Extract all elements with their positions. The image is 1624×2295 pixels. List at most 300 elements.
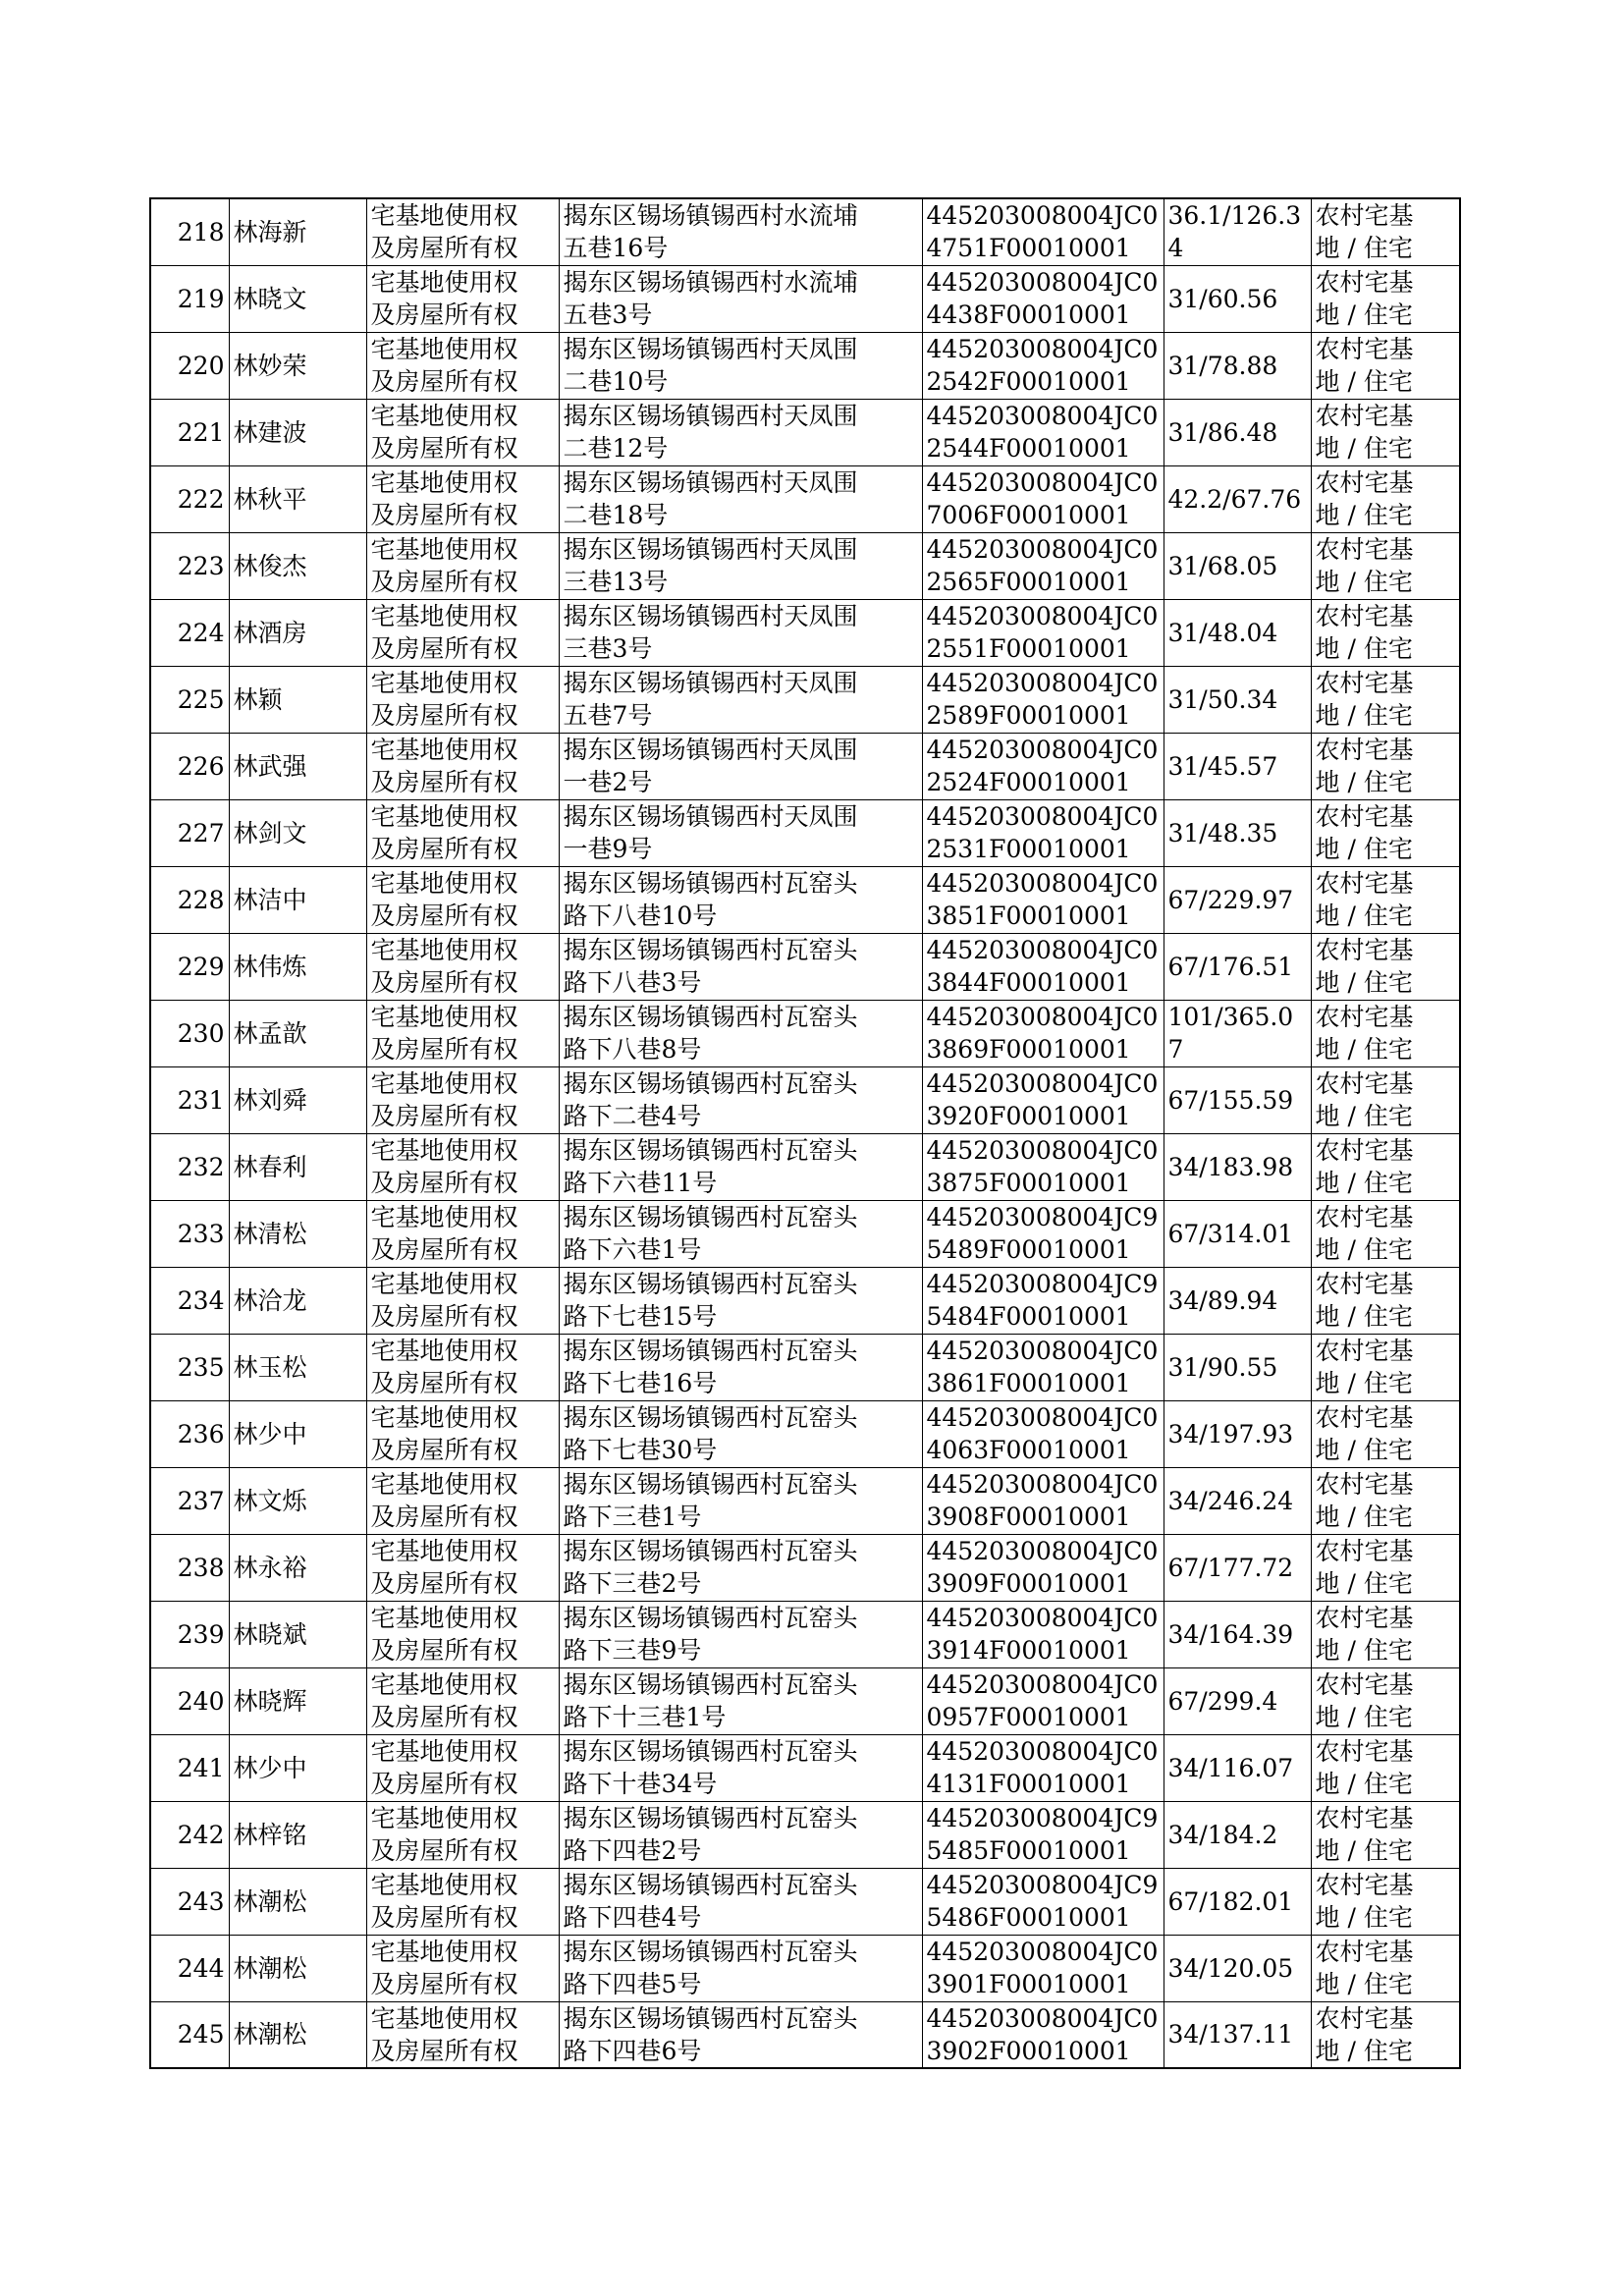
land-use-line-2: 地 / 住宅 (1315, 1569, 1413, 1598)
table-row (150, 1066, 1460, 1133)
right-type (366, 1467, 559, 1534)
owner-name: 林少中 (229, 1400, 366, 1467)
table-row (150, 265, 1460, 332)
table-row (150, 1667, 1460, 1734)
property-address (559, 1734, 922, 1801)
right-type (366, 1066, 559, 1133)
land-use-line-1: 农村宅基 (1315, 602, 1414, 630)
owner-name: 林孟歆 (229, 1000, 366, 1066)
unit-code: 445203008004JC04438F00010001 (922, 265, 1164, 332)
right-type-line-1: 宅基地使用权 (370, 1136, 518, 1165)
table-row (150, 1334, 1460, 1400)
land-use (1311, 1868, 1460, 1935)
row-index: 223 (150, 532, 229, 599)
right-type (366, 399, 559, 465)
property-address (559, 1066, 922, 1133)
right-type-line-1: 宅基地使用权 (370, 1337, 518, 1365)
row-index: 222 (150, 465, 229, 532)
right-type (366, 866, 559, 933)
address-line-2: 路下三巷9号 (563, 1636, 702, 1665)
land-use-line-2: 地 / 住宅 (1315, 367, 1413, 396)
land-use-line-1: 农村宅基 (1315, 1470, 1414, 1499)
right-type (366, 1734, 559, 1801)
property-address (559, 1133, 922, 1200)
land-use (1311, 1133, 1460, 1200)
address-line-1: 揭东区锡场镇锡西村瓦窑头 (563, 1337, 858, 1365)
unit-code: 445203008004JC03844F00010001 (922, 933, 1164, 1000)
right-type-line-1: 宅基地使用权 (370, 1871, 518, 1899)
area-value: 34/137.11 (1164, 2001, 1311, 2068)
right-type-line-2: 及房屋所有权 (370, 234, 518, 263)
property-address (559, 1868, 922, 1935)
owner-name: 林酒房 (229, 599, 366, 666)
row-index: 220 (150, 332, 229, 399)
address-line-2: 路下六巷1号 (563, 1235, 702, 1264)
owner-name: 林秋平 (229, 465, 366, 532)
address-line-2: 二巷18号 (563, 501, 669, 529)
area-value: 42.2/67.76 (1164, 465, 1311, 532)
area-value: 36.1/126.34 (1164, 198, 1311, 265)
land-use-line-1: 农村宅基 (1315, 1871, 1414, 1899)
land-use (1311, 198, 1460, 265)
right-type-line-1: 宅基地使用权 (370, 1270, 518, 1298)
land-use-line-1: 农村宅基 (1315, 1270, 1414, 1298)
address-line-2: 路下十巷34号 (563, 1770, 718, 1798)
land-use-line-1: 农村宅基 (1315, 201, 1414, 231)
address-line-1: 揭东区锡场镇锡西村天凤围 (563, 802, 858, 831)
table-row (150, 1200, 1460, 1267)
land-use-line-2: 地 / 住宅 (1315, 701, 1413, 730)
table-row (150, 933, 1460, 1000)
unit-code: 445203008004JC95489F00010001 (922, 1200, 1164, 1267)
unit-code: 445203008004JC03869F00010001 (922, 1000, 1164, 1066)
row-index: 237 (150, 1467, 229, 1534)
right-type-line-2: 及房屋所有权 (370, 1970, 518, 1998)
address-line-2: 五巷3号 (563, 301, 653, 329)
owner-name: 林清松 (229, 1200, 366, 1267)
right-type-line-2: 及房屋所有权 (370, 902, 518, 930)
property-address (559, 1801, 922, 1868)
land-use-line-2: 地 / 住宅 (1315, 1503, 1413, 1531)
right-type (366, 1667, 559, 1734)
row-index: 230 (150, 1000, 229, 1066)
owner-name: 林武强 (229, 733, 366, 799)
right-type-line-1: 宅基地使用权 (370, 402, 518, 430)
address-line-1: 揭东区锡场镇锡西村瓦窑头 (563, 869, 858, 898)
right-type (366, 599, 559, 666)
land-use-line-1: 农村宅基 (1315, 1203, 1414, 1231)
right-type-line-2: 及房屋所有权 (370, 1102, 518, 1130)
right-type-line-1: 宅基地使用权 (370, 602, 518, 630)
right-type-line-1: 宅基地使用权 (370, 1003, 518, 1031)
address-line-1: 揭东区锡场镇锡西村瓦窑头 (563, 1737, 858, 1766)
land-use-line-1: 农村宅基 (1315, 1737, 1414, 1766)
address-line-2: 路下八巷10号 (563, 902, 718, 930)
address-line-2: 路下三巷1号 (563, 1503, 702, 1531)
land-use-line-1: 农村宅基 (1315, 736, 1414, 764)
right-type (366, 1534, 559, 1601)
area-value: 67/155.59 (1164, 1066, 1311, 1133)
owner-name: 林玉松 (229, 1334, 366, 1400)
row-index: 227 (150, 799, 229, 866)
row-index: 244 (150, 1935, 229, 2001)
row-index: 224 (150, 599, 229, 666)
property-address (559, 532, 922, 599)
right-type-line-1: 宅基地使用权 (370, 1804, 518, 1832)
owner-name: 林永裕 (229, 1534, 366, 1601)
area-value: 34/183.98 (1164, 1133, 1311, 1200)
right-type (366, 1000, 559, 1066)
land-use (1311, 1400, 1460, 1467)
land-use-line-2: 地 / 住宅 (1315, 1369, 1413, 1397)
table-row (150, 2001, 1460, 2068)
right-type-line-2: 及房屋所有权 (370, 434, 518, 463)
land-use-line-2: 地 / 住宅 (1315, 1436, 1413, 1464)
owner-name: 林晓文 (229, 265, 366, 332)
land-use-line-2: 地 / 住宅 (1315, 835, 1413, 863)
row-index: 234 (150, 1267, 229, 1334)
area-value: 34/246.24 (1164, 1467, 1311, 1534)
land-use-line-2: 地 / 住宅 (1315, 1903, 1413, 1932)
table-row (150, 599, 1460, 666)
right-type (366, 2001, 559, 2068)
right-type (366, 1400, 559, 1467)
owner-name: 林潮松 (229, 1935, 366, 2001)
owner-name: 林洁中 (229, 866, 366, 933)
address-line-1: 揭东区锡场镇锡西村瓦窑头 (563, 1871, 858, 1899)
row-index: 228 (150, 866, 229, 933)
right-type-line-1: 宅基地使用权 (370, 468, 518, 497)
unit-code: 445203008004JC03875F00010001 (922, 1133, 1164, 1200)
right-type-line-2: 及房屋所有权 (370, 1436, 518, 1464)
owner-name: 林颖 (229, 666, 366, 733)
owner-name: 林俊杰 (229, 532, 366, 599)
table-row (150, 866, 1460, 933)
address-line-1: 揭东区锡场镇锡西村瓦窑头 (563, 1270, 858, 1298)
area-value: 67/176.51 (1164, 933, 1311, 1000)
property-address (559, 1267, 922, 1334)
owner-name: 林少中 (229, 1734, 366, 1801)
address-line-2: 路下七巷30号 (563, 1436, 718, 1464)
row-index: 238 (150, 1534, 229, 1601)
area-value: 34/116.07 (1164, 1734, 1311, 1801)
address-line-1: 揭东区锡场镇锡西村瓦窑头 (563, 1003, 858, 1031)
property-address (559, 198, 922, 265)
area-value: 31/50.34 (1164, 666, 1311, 733)
area-value: 67/299.4 (1164, 1667, 1311, 1734)
land-use-line-1: 农村宅基 (1315, 335, 1414, 363)
address-line-2: 路下三巷2号 (563, 1569, 702, 1598)
row-index: 233 (150, 1200, 229, 1267)
area-value: 67/177.72 (1164, 1534, 1311, 1601)
row-index: 221 (150, 399, 229, 465)
address-line-2: 二巷10号 (563, 367, 669, 396)
right-type-line-2: 及房屋所有权 (370, 1903, 518, 1932)
table-row (150, 1801, 1460, 1868)
right-type (366, 1935, 559, 2001)
address-line-2: 三巷13号 (563, 568, 669, 596)
land-use-line-1: 农村宅基 (1315, 1069, 1414, 1098)
right-type-line-1: 宅基地使用权 (370, 1203, 518, 1231)
address-line-1: 揭东区锡场镇锡西村水流埔 (563, 201, 858, 231)
land-use-line-1: 农村宅基 (1315, 1403, 1414, 1432)
owner-name: 林梓铭 (229, 1801, 366, 1868)
property-address (559, 1334, 922, 1400)
land-use-line-2: 地 / 住宅 (1315, 1169, 1413, 1197)
owner-name: 林潮松 (229, 2001, 366, 2068)
right-type (366, 198, 559, 265)
land-use (1311, 599, 1460, 666)
address-line-2: 路下七巷16号 (563, 1369, 718, 1397)
address-line-2: 一巷9号 (563, 835, 653, 863)
unit-code: 445203008004JC95485F00010001 (922, 1801, 1164, 1868)
property-address (559, 933, 922, 1000)
land-use-line-1: 农村宅基 (1315, 1003, 1414, 1031)
area-value: 31/45.57 (1164, 733, 1311, 799)
unit-code: 445203008004JC03909F00010001 (922, 1534, 1164, 1601)
right-type-line-1: 宅基地使用权 (370, 1403, 518, 1432)
unit-code: 445203008004JC02524F00010001 (922, 733, 1164, 799)
right-type (366, 666, 559, 733)
land-use (1311, 1667, 1460, 1734)
unit-code: 445203008004JC02565F00010001 (922, 532, 1164, 599)
address-line-2: 路下十三巷1号 (563, 1703, 727, 1731)
land-use-line-1: 农村宅基 (1315, 669, 1414, 697)
land-use-line-2: 地 / 住宅 (1315, 1102, 1413, 1130)
property-address (559, 1534, 922, 1601)
property-address (559, 399, 922, 465)
area-value: 31/60.56 (1164, 265, 1311, 332)
land-use (1311, 2001, 1460, 2068)
owner-name: 林洽龙 (229, 1267, 366, 1334)
unit-code: 445203008004JC03908F00010001 (922, 1467, 1164, 1534)
right-type (366, 532, 559, 599)
land-use-line-2: 地 / 住宅 (1315, 1836, 1413, 1865)
right-type-line-1: 宅基地使用权 (370, 669, 518, 697)
address-line-1: 揭东区锡场镇锡西村瓦窑头 (563, 1136, 858, 1165)
right-type (366, 332, 559, 399)
row-index: 236 (150, 1400, 229, 1467)
area-value: 34/197.93 (1164, 1400, 1311, 1467)
owner-name: 林妙荣 (229, 332, 366, 399)
property-address (559, 733, 922, 799)
land-use-line-2: 地 / 住宅 (1315, 768, 1413, 796)
right-type-line-1: 宅基地使用权 (370, 1604, 518, 1632)
address-line-1: 揭东区锡场镇锡西村瓦窑头 (563, 1470, 858, 1499)
right-type-line-1: 宅基地使用权 (370, 1470, 518, 1499)
table-row (150, 332, 1460, 399)
table-row (150, 1868, 1460, 1935)
area-value: 67/182.01 (1164, 1868, 1311, 1935)
owner-name: 林春利 (229, 1133, 366, 1200)
row-index: 219 (150, 265, 229, 332)
address-line-2: 三巷3号 (563, 634, 653, 663)
address-line-1: 揭东区锡场镇锡西村天凤围 (563, 736, 858, 764)
right-type-line-1: 宅基地使用权 (370, 2003, 518, 2033)
row-index: 243 (150, 1868, 229, 1935)
address-line-1: 揭东区锡场镇锡西村瓦窑头 (563, 1670, 858, 1699)
address-line-2: 路下四巷2号 (563, 1836, 702, 1865)
unit-code: 445203008004JC04063F00010001 (922, 1400, 1164, 1467)
area-value: 34/120.05 (1164, 1935, 1311, 2001)
owner-name: 林剑文 (229, 799, 366, 866)
right-type-line-2: 及房屋所有权 (370, 1235, 518, 1264)
right-type-line-1: 宅基地使用权 (370, 1737, 518, 1766)
right-type-line-1: 宅基地使用权 (370, 201, 518, 231)
right-type-line-1: 宅基地使用权 (370, 1069, 518, 1098)
land-use-line-2: 地 / 住宅 (1315, 902, 1413, 930)
area-value: 101/365.07 (1164, 1000, 1311, 1066)
property-address (559, 465, 922, 532)
right-type-line-2: 及房屋所有权 (370, 501, 518, 529)
property-rights-table (149, 197, 1461, 2069)
land-use (1311, 799, 1460, 866)
unit-code: 445203008004JC02589F00010001 (922, 666, 1164, 733)
land-use (1311, 1801, 1460, 1868)
unit-code: 445203008004JC03901F00010001 (922, 1935, 1164, 2001)
right-type-line-1: 宅基地使用权 (370, 802, 518, 831)
address-line-1: 揭东区锡场镇锡西村瓦窑头 (563, 1537, 858, 1565)
land-use-line-2: 地 / 住宅 (1315, 501, 1413, 529)
land-use-line-1: 农村宅基 (1315, 2003, 1414, 2033)
unit-code: 445203008004JC03914F00010001 (922, 1601, 1164, 1667)
address-line-1: 揭东区锡场镇锡西村瓦窑头 (563, 1804, 858, 1832)
right-type-line-2: 及房屋所有权 (370, 701, 518, 730)
right-type (366, 265, 559, 332)
address-line-1: 揭东区锡场镇锡西村瓦窑头 (563, 1604, 858, 1632)
land-use-line-2: 地 / 住宅 (1315, 434, 1413, 463)
table-row (150, 1400, 1460, 1467)
land-use (1311, 1601, 1460, 1667)
right-type-line-2: 及房屋所有权 (370, 367, 518, 396)
address-line-2: 路下四巷6号 (563, 2036, 702, 2065)
right-type-line-2: 及房屋所有权 (370, 1836, 518, 1865)
right-type-line-2: 及房屋所有权 (370, 1770, 518, 1798)
row-index: 235 (150, 1334, 229, 1400)
table-row (150, 1000, 1460, 1066)
right-type (366, 933, 559, 1000)
land-use (1311, 666, 1460, 733)
right-type-line-1: 宅基地使用权 (370, 1670, 518, 1699)
table-row (150, 666, 1460, 733)
table-row (150, 399, 1460, 465)
land-use (1311, 733, 1460, 799)
row-index: 245 (150, 2001, 229, 2068)
row-index: 229 (150, 933, 229, 1000)
area-value: 31/78.88 (1164, 332, 1311, 399)
right-type (366, 799, 559, 866)
address-line-1: 揭东区锡场镇锡西村瓦窑头 (563, 1403, 858, 1432)
area-value: 31/90.55 (1164, 1334, 1311, 1400)
table-row (150, 198, 1460, 265)
property-address (559, 866, 922, 933)
land-use-line-1: 农村宅基 (1315, 1136, 1414, 1165)
area-value: 31/68.05 (1164, 532, 1311, 599)
land-use (1311, 1935, 1460, 2001)
land-use-line-1: 农村宅基 (1315, 1537, 1414, 1565)
address-line-1: 揭东区锡场镇锡西村水流埔 (563, 268, 858, 297)
address-line-2: 路下四巷4号 (563, 1903, 702, 1932)
land-use-line-1: 农村宅基 (1315, 1670, 1414, 1699)
unit-code: 445203008004JC03861F00010001 (922, 1334, 1164, 1400)
land-use (1311, 1734, 1460, 1801)
property-address (559, 1601, 922, 1667)
table-body (150, 198, 1460, 2068)
owner-name: 林晓辉 (229, 1667, 366, 1734)
property-address (559, 666, 922, 733)
table-row (150, 1534, 1460, 1601)
right-type (366, 465, 559, 532)
unit-code: 445203008004JC03851F00010001 (922, 866, 1164, 933)
right-type-line-1: 宅基地使用权 (370, 936, 518, 964)
land-use-line-1: 农村宅基 (1315, 468, 1414, 497)
owner-name: 林潮松 (229, 1868, 366, 1935)
right-type-line-1: 宅基地使用权 (370, 1938, 518, 1966)
right-type-line-1: 宅基地使用权 (370, 535, 518, 564)
unit-code: 445203008004JC95486F00010001 (922, 1868, 1164, 1935)
right-type-line-1: 宅基地使用权 (370, 335, 518, 363)
row-index: 225 (150, 666, 229, 733)
right-type (366, 1200, 559, 1267)
land-use (1311, 933, 1460, 1000)
area-value: 31/48.04 (1164, 599, 1311, 666)
table-row (150, 1734, 1460, 1801)
address-line-1: 揭东区锡场镇锡西村天凤围 (563, 535, 858, 564)
address-line-2: 五巷7号 (563, 701, 653, 730)
owner-name: 林刘舜 (229, 1066, 366, 1133)
address-line-1: 揭东区锡场镇锡西村天凤围 (563, 402, 858, 430)
property-address (559, 1935, 922, 2001)
area-value: 34/184.2 (1164, 1801, 1311, 1868)
land-use (1311, 1467, 1460, 1534)
right-type-line-1: 宅基地使用权 (370, 736, 518, 764)
address-line-1: 揭东区锡场镇锡西村瓦窑头 (563, 1203, 858, 1231)
table-row (150, 465, 1460, 532)
right-type (366, 1334, 559, 1400)
right-type (366, 1601, 559, 1667)
right-type-line-1: 宅基地使用权 (370, 1537, 518, 1565)
land-use-line-1: 农村宅基 (1315, 268, 1414, 297)
land-use (1311, 1000, 1460, 1066)
right-type (366, 1868, 559, 1935)
land-use (1311, 1534, 1460, 1601)
address-line-1: 揭东区锡场镇锡西村天凤围 (563, 602, 858, 630)
right-type-line-2: 及房屋所有权 (370, 1703, 518, 1731)
address-line-2: 路下二巷4号 (563, 1102, 702, 1130)
property-address (559, 2001, 922, 2068)
unit-code: 445203008004JC95484F00010001 (922, 1267, 1164, 1334)
address-line-2: 路下八巷8号 (563, 1035, 702, 1064)
row-index: 226 (150, 733, 229, 799)
address-line-2: 路下六巷11号 (563, 1169, 718, 1197)
address-line-2: 路下四巷5号 (563, 1970, 702, 1998)
right-type (366, 1267, 559, 1334)
land-use (1311, 265, 1460, 332)
right-type-line-1: 宅基地使用权 (370, 268, 518, 297)
unit-code: 445203008004JC03920F00010001 (922, 1066, 1164, 1133)
right-type-line-2: 及房屋所有权 (370, 1569, 518, 1598)
table-row (150, 1267, 1460, 1334)
right-type-line-2: 及房屋所有权 (370, 1035, 518, 1064)
land-use-line-1: 农村宅基 (1315, 1804, 1414, 1832)
address-line-1: 揭东区锡场镇锡西村天凤围 (563, 669, 858, 697)
table-row (150, 1935, 1460, 2001)
right-type-line-2: 及房屋所有权 (370, 1369, 518, 1397)
owner-name: 林文烁 (229, 1467, 366, 1534)
table-row (150, 799, 1460, 866)
address-line-2: 五巷16号 (563, 234, 669, 263)
land-use-line-2: 地 / 住宅 (1315, 301, 1413, 329)
